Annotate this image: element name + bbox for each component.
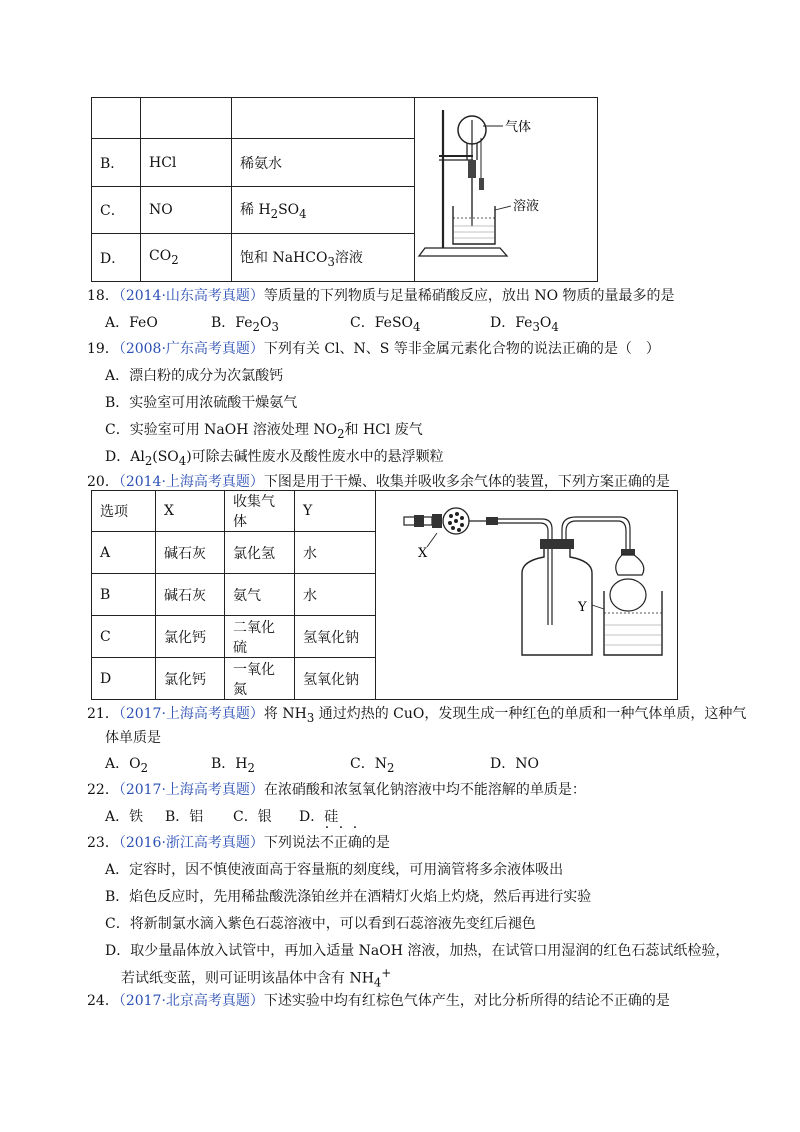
table-cell — [232, 98, 415, 139]
table-header: 收集气体 — [225, 491, 295, 532]
question-stem — [87, 338, 660, 358]
question-source: （2014·山东高考真题） — [118, 288, 264, 304]
table-cell: A — [92, 532, 156, 574]
option-d: D．NO — [490, 756, 539, 772]
question-text: 等质量的下列物质与足量稀硝酸反应，放出 NO 物质的量最多的是 — [263, 288, 675, 304]
question-stem: 21．（2017·上海高考真题）将 $NH_3$ 通过灼热的 CuO，发现生成一种红色的单质和一种气体单质，这种气 — [87, 706, 747, 725]
option-b: B．铝 — [165, 809, 204, 825]
figure-drying-apparatus — [382, 495, 672, 695]
figure-fountain-apparatus — [415, 98, 598, 282]
option-b: B．$Fe_2O_3$ — [211, 315, 279, 334]
table-cell: 氨气 — [225, 574, 295, 616]
option-b: B．实验室可用浓硫酸干燥氨气 — [105, 395, 298, 411]
table-cell: 氯化钙 — [156, 658, 225, 700]
question-text: 下述实验中均有红棕色气体产生，对比分析所得的结论不正确的是 — [263, 993, 670, 1009]
option-c: C．FeSO$_4$ — [350, 315, 421, 334]
question-stem-cont: 体单质是 — [105, 730, 161, 746]
q20-box — [91, 490, 678, 700]
table-cell: B — [92, 574, 156, 616]
table-cell: 氯化氢 — [225, 532, 295, 574]
table-cell-liquid: 稀 $H_2SO_4$ — [232, 186, 415, 234]
question-text: 下图是用于干燥、收集并吸收多余气体的装置，下列方案正确的是 — [263, 474, 670, 490]
question-source: （2016·浙江高考真题） — [118, 835, 264, 851]
option-d-cont: 若试纸变蓝，则可证明该晶体中含有 $NH_4^+$ — [121, 966, 392, 990]
table-gas-absorption — [91, 97, 598, 282]
option-c: C．$N_2$ — [350, 756, 395, 775]
table-cell: 碱石灰 — [156, 532, 225, 574]
table-cell-gas: NO — [141, 186, 232, 234]
question-number: 19． — [87, 341, 119, 357]
question-text: 下列有关 Cl、N、S 等非金属元素化合物的说法正确的是（ ） — [263, 341, 660, 357]
emphasis-char: 正 — [333, 835, 348, 851]
question-source: （2017·上海高考真题） — [118, 782, 264, 798]
table-cell-option: B． — [92, 139, 141, 187]
question-text: 在浓硝酸和浓氢氧化钠溶液中均不能溶解的单质是： — [263, 782, 586, 798]
table-drying-options — [91, 490, 376, 700]
table-cell: 碱石灰 — [156, 574, 225, 616]
table-cell: C — [92, 616, 156, 658]
table-cell: D — [92, 658, 156, 700]
option-b: B．焰色反应时，先用稀盐酸洗涤铂丝并在酒精灯火焰上灼烧，然后再进行实验 — [105, 889, 592, 905]
table-cell-liquid: 饱和 NaHCO$_3$溶液 — [232, 234, 415, 282]
table-cell: 氯化钙 — [156, 616, 225, 658]
figure-label-y: Y — [578, 600, 587, 615]
table-cell — [141, 98, 232, 139]
figure-label-solution: 溶液 — [513, 199, 540, 214]
question-number: 20． — [87, 474, 119, 490]
question-source: （2008·广东高考真题） — [118, 341, 264, 357]
option-b: B．$H_2$ — [211, 756, 255, 775]
question-stem — [87, 285, 675, 305]
question-number: 22． — [87, 782, 119, 798]
table-header: 选项 — [92, 491, 156, 532]
option-a: A．$O_2$ — [105, 756, 149, 775]
option-d: D．$Fe_3O_4$ — [490, 315, 559, 334]
table-cell: 二氧化硫 — [225, 616, 295, 658]
table-header: X — [156, 491, 225, 532]
question-number: 24． — [87, 993, 119, 1009]
table-cell: 一氧化氮 — [225, 658, 295, 700]
option-a: A．FeO — [105, 315, 158, 331]
option-d: D．取少量晶体放入试管中，再加入适量 NaOH 溶液，加热，在试管口用湿润的红色石蕊试纸检验， — [105, 943, 730, 959]
question-source: （2017·上海高考真题） — [118, 706, 264, 722]
table-cell: 氢氧化钠 — [295, 616, 376, 658]
question-source: （2017·北京高考真题） — [118, 993, 264, 1009]
question-stem: 23．（2016·浙江高考真题）下列说法不正确的是 — [87, 832, 390, 852]
option-a: A．漂白粉的成分为次氯酸钙 — [105, 368, 284, 384]
option-c: C．实验室可用 NaOH 溶液处理 $NO_2$和 HCl 废气 — [105, 422, 423, 441]
option-c: C．将新制氯水滴入紫色石蕊溶液中，可以看到石蕊溶液先变红后褪色 — [105, 916, 536, 932]
question-source: （2014·上海高考真题） — [118, 474, 264, 490]
table-cell: 水 — [295, 532, 376, 574]
table-cell — [92, 98, 141, 139]
table-cell: 水 — [295, 574, 376, 616]
option-c: C．银 — [233, 809, 272, 825]
question-number: 21． — [87, 706, 119, 722]
table-header: Y — [295, 491, 376, 532]
question-number: 18． — [87, 288, 119, 304]
question-stem — [87, 471, 670, 491]
question-number: 23． — [87, 835, 119, 851]
emphasis-char: 确 — [347, 835, 362, 851]
option-d: D．硅 — [299, 809, 339, 825]
figure-label-gas: 气体 — [505, 120, 532, 135]
question-stem — [87, 779, 586, 799]
table-cell-option: D． — [92, 234, 141, 282]
option-a: A．铁 — [105, 809, 144, 825]
option-a: A．定容时，因不慎使液面高于容量瓶的刻度线，可用滴管将多余液体吸出 — [105, 862, 564, 878]
table-cell-gas: $CO_2$ — [141, 234, 232, 282]
table-cell-liquid: 稀氨水 — [232, 139, 415, 187]
table-cell-gas: HCl — [141, 139, 232, 187]
option-d: D．$Al_2(SO_4)$可除去碱性废水及酸性废水中的悬浮颗粒 — [105, 449, 444, 468]
figure-label-x: X — [418, 546, 428, 561]
table-cell-option: C． — [92, 186, 141, 234]
question-stem — [87, 990, 670, 1010]
emphasis-char: 不 — [319, 835, 334, 851]
table-cell: 氢氧化钠 — [295, 658, 376, 700]
